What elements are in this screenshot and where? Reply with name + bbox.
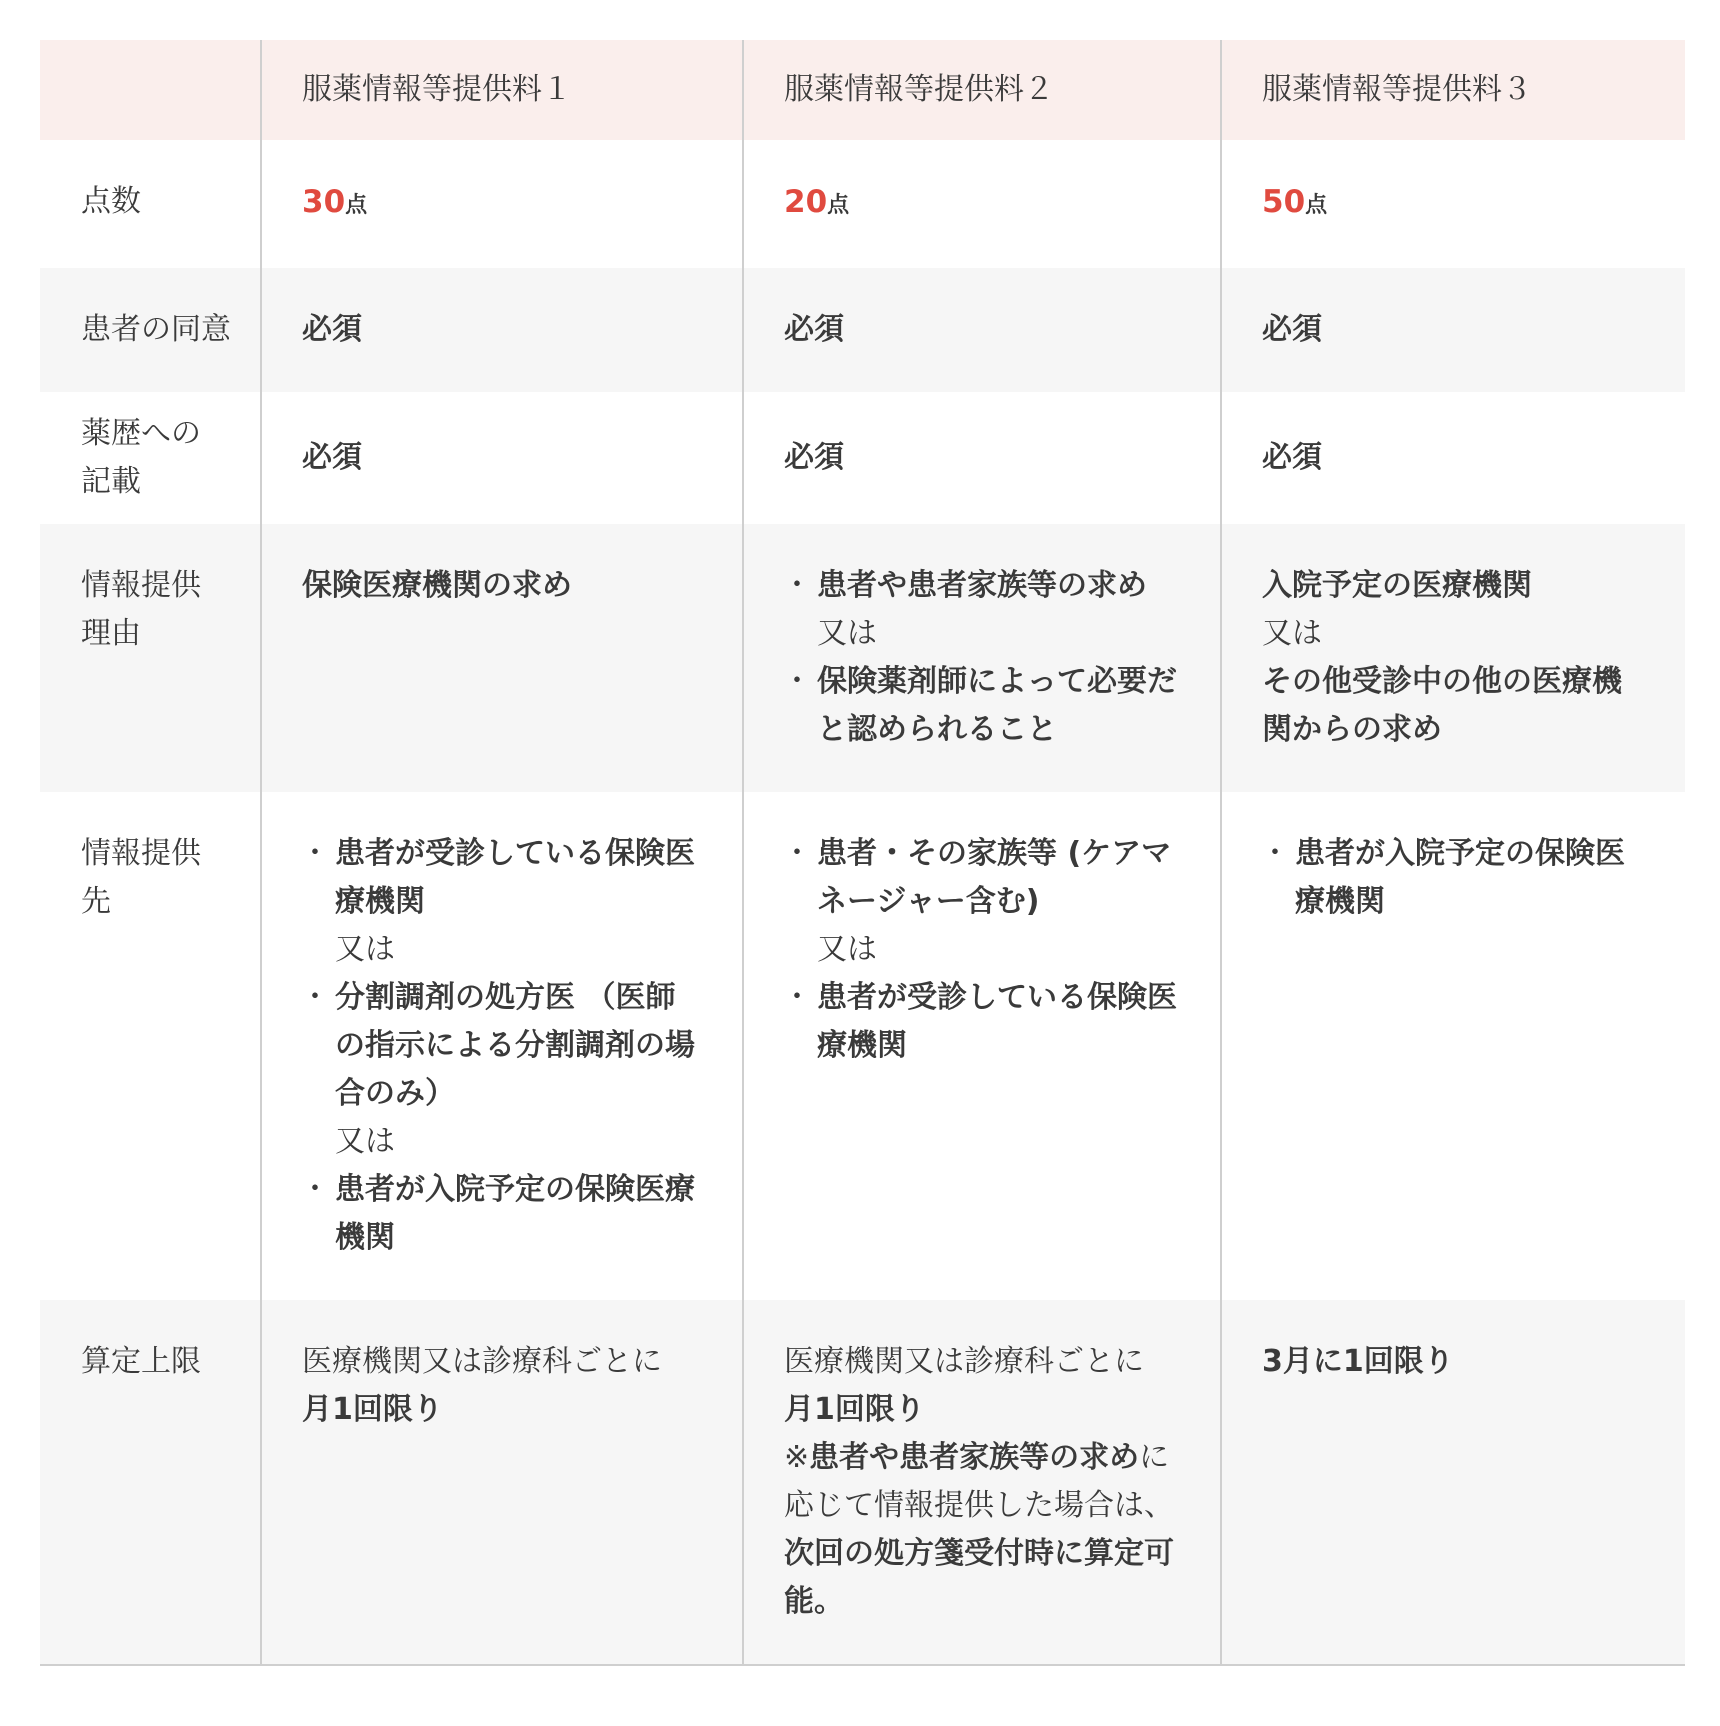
bullet-list [1262,830,1645,926]
note-plain: に応じて情報提供した場合は、 [784,1440,1174,1523]
table-row-record [40,392,1685,524]
bullet-list [302,974,702,1118]
record-fee-1: 必須 [261,392,743,524]
limit-bold: 月1回限り [784,1392,925,1427]
note-bold: 患者や患者家族等の求め [809,1440,1140,1475]
limit-fee-2 [743,1300,1221,1665]
or-text: 又は [335,1124,395,1159]
list-item: ・ 患者が受診している保険医療機関 [784,974,1180,1070]
row-label-line: 情報提供 [81,836,201,871]
reason-line: その他受診中の他の医療機関からの求め [1262,664,1622,747]
record-fee-2: 必須 [743,392,1221,524]
points-value: 20 [784,184,828,220]
row-label-line: 情報提供 [81,568,201,603]
list-item: ・ 保険薬剤師によって必要だと認められること [784,658,1180,754]
list-item: ・ 分割調剤の処方医 （医師の指示による分割調剤の場合のみ） [302,974,702,1118]
row-label-line: 先 [81,884,111,919]
reason-line: 入院予定の医療機関 [1262,568,1532,603]
table-row-recipient [40,792,1685,1300]
list-item: ・ 患者が受診している保険医療機関 [302,830,702,926]
limit-plain: 医療機関又は診療科ごとに [302,1344,662,1379]
note-bold: 次回の処方箋受付時に算定可能。 [784,1536,1174,1619]
limit-bold: 月1回限り [302,1392,443,1427]
header-fee-2: 服薬情報等提供料２ [743,40,1221,140]
limit-plain: 医療機関又は診療科ごとに [784,1344,1144,1379]
or-text: 又は [335,932,395,967]
record-fee-3: 必須 [1221,392,1685,524]
table-header-row [40,40,1685,140]
row-label-limit: 算定上限 [40,1300,261,1665]
or-text: 又は [817,932,877,967]
bullet-list [302,1166,702,1262]
comparison-table-container [40,40,1685,1666]
limit-fee-1 [261,1300,743,1665]
points-fee-1 [261,140,743,268]
list-item: ・ 患者が入院予定の保険医療機関 [1262,830,1645,926]
table-row-consent [40,268,1685,392]
points-value: 50 [1262,184,1306,220]
consent-fee-1: 必須 [261,268,743,392]
row-label-line: 記載 [81,464,141,499]
list-item: ・ 患者が入院予定の保険医療機関 [302,1166,702,1262]
reason-fee-2 [743,524,1221,792]
limit-fee-3: 3月に1回限り [1221,1300,1685,1665]
table-row-reason [40,524,1685,792]
table-row-points [40,140,1685,268]
recipient-fee-2 [743,792,1221,1300]
points-fee-2 [743,140,1221,268]
row-label-line: 理由 [81,616,141,651]
bullet-list [784,562,1180,610]
or-text: 又は [817,616,877,651]
reason-fee-1: 保険医療機関の求め [261,524,743,792]
row-label-record [40,392,261,524]
row-label-line: 薬歴への [81,416,201,451]
table-row-limit [40,1300,1685,1665]
bullet-list [784,830,1180,926]
recipient-fee-3 [1221,792,1685,1300]
header-corner-cell [40,40,261,140]
limit-note [784,1434,1180,1626]
points-unit: 点 [827,193,850,218]
points-unit: 点 [345,193,368,218]
recipient-fee-1 [261,792,743,1300]
bullet-list [784,974,1180,1070]
reason-fee-3 [1221,524,1685,792]
note-mark: ※ [784,1440,810,1475]
consent-fee-2: 必須 [743,268,1221,392]
points-unit: 点 [1305,193,1328,218]
points-value: 30 [302,184,346,220]
row-label-recipient [40,792,261,1300]
row-label-points: 点数 [81,184,141,219]
list-item: ・ 患者・その家族等 (ケアマネージャー含む) [784,830,1180,926]
header-fee-3: 服薬情報等提供料３ [1221,40,1685,140]
comparison-table [40,40,1685,1666]
bullet-list [302,830,702,926]
header-fee-1: 服薬情報等提供料１ [261,40,743,140]
or-text: 又は [1262,616,1322,651]
list-item: ・ 患者や患者家族等の求め [784,562,1180,610]
bullet-list [784,658,1180,754]
consent-fee-3: 必須 [1221,268,1685,392]
points-fee-3 [1221,140,1685,268]
row-label-consent: 患者の同意 [40,268,261,392]
row-label-reason [40,524,261,792]
